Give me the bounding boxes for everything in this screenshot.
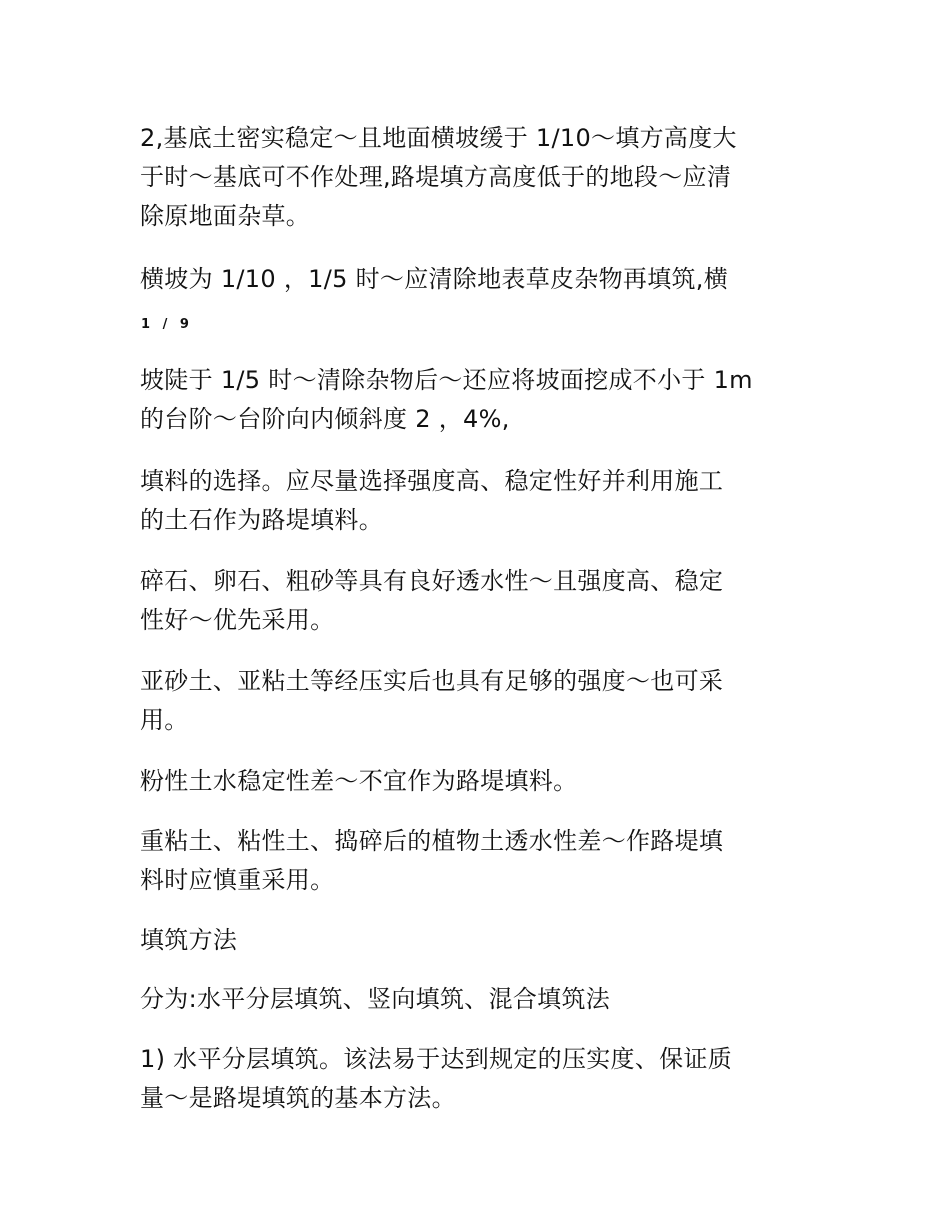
paragraph-foundation-treatment (140, 119, 830, 236)
paragraph-line: 亚砂土、亚粘土等经压实后也具有足够的强度～也可采 (140, 667, 724, 695)
paragraph-slope-clearing (140, 260, 830, 299)
paragraph-line: 横坡为 1/10 ，1/5 时～应清除地表草皮杂物再填筑,横 (140, 265, 729, 293)
paragraph-line: 的土石作为路堤填料。 (140, 506, 383, 534)
page-number: 1 / 9 (141, 317, 193, 332)
paragraph-steep-slope-steps (140, 361, 830, 439)
paragraph-line: 用。 (140, 706, 189, 734)
paragraph-line: 1) 水平分层填筑。该法易于达到规定的压实度、保证质 (140, 1045, 733, 1073)
paragraph-gravel-sand (140, 562, 830, 640)
paragraph-method-types (140, 980, 830, 1019)
paragraph-heavy-clay (140, 822, 830, 900)
paragraph-line: 2,基底土密实稳定～且地面横坡缓于 1/10～填方高度大 (140, 124, 737, 152)
section-heading-fill-methods (140, 921, 830, 960)
paragraph-line: 填料的选择。应尽量选择强度高、稳定性好并利用施工 (140, 467, 724, 495)
paragraph-line: 填筑方法 (140, 926, 238, 954)
paragraph-line: 的台阶～台阶向内倾斜度 2 ，4%, (140, 405, 510, 433)
paragraph-line: 性好～优先采用。 (140, 606, 335, 634)
paragraph-horizontal-layering (140, 1040, 830, 1118)
paragraph-line: 重粘土、粘性土、捣碎后的植物土透水性差～作路堤填 (140, 827, 724, 855)
paragraph-line: 除原地面杂草。 (140, 202, 311, 230)
paragraph-line: 坡陡于 1/5 时～清除杂物后～还应将坡面挖成不小于 1m (140, 366, 753, 394)
paragraph-line: 量～是路堤填筑的基本方法。 (140, 1084, 456, 1112)
paragraph-line: 分为:水平分层填筑、竖向填筑、混合填筑法 (140, 985, 611, 1013)
paragraph-line: 于时～基底可不作处理,路堤填方高度低于的地段～应清 (140, 163, 732, 191)
paragraph-line: 粉性土水稳定性差～不宜作为路堤填料。 (140, 767, 578, 795)
paragraph-fill-selection (140, 462, 830, 540)
paragraph-line: 碎石、卵石、粗砂等具有良好透水性～且强度高、稳定 (140, 567, 724, 595)
paragraph-silty-soil (140, 762, 830, 801)
paragraph-line: 料时应慎重采用。 (140, 866, 335, 894)
paragraph-sandy-loam (140, 662, 830, 740)
